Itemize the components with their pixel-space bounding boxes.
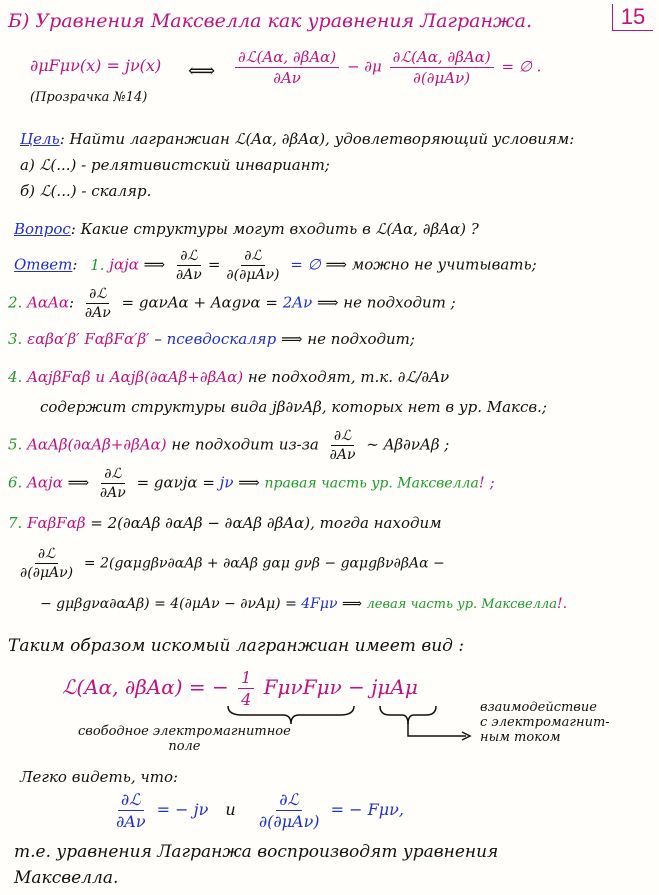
item-1-fraction-1-den: ∂Aν [175,267,202,283]
item-5-number: 5. [8,435,23,454]
item-3-number: 3. [8,330,23,348]
lagrangian-minus: − [348,675,365,699]
interaction-caption-line-1: взаимодействие [480,700,597,715]
item-3-pseudoscalar: псевдоскаляр [166,330,277,348]
item-2-conclusion: ⟹ не подходит ; [317,293,456,312]
item-2-result: 2Aν [282,293,313,312]
item-4-conclusion: не подходят, т.к. ∂ℒ/∂Aν [247,368,450,386]
item-7-fraction [17,546,76,581]
item-3-term: εαβα′β′ FαβFα′β′ [27,330,150,348]
item-6-arrow: ⟹ [67,473,90,492]
item-1-fraction-2 [223,248,282,283]
easy-to-see-equations [110,790,404,831]
el-fraction-2-numerator: ∂ℒ(Aα, ∂βAα) [390,48,494,68]
quarter-num: 1 [238,668,254,689]
final-line-1: т.е. уравнения Лагранжа воспроизводят уравнения [14,842,499,862]
item-1-fraction-2-num: ∂ℒ [241,248,264,266]
page-number: 15 [612,4,653,31]
item-2 [8,286,456,321]
item-1-number: 1. [90,255,105,274]
item-6-conclusion: правая часть ур. Максвелла [264,475,479,492]
section-title-text: Уравнения Максвелла как уравнения Лагранжа. [35,10,532,32]
item-6-result: jν [219,473,234,492]
easy-fraction-2-num: ∂ℒ [276,790,302,811]
item-6 [8,466,495,501]
item-7-line-3 [40,596,567,612]
easy-fraction-2 [256,790,323,831]
interaction-caption-line-2: с электромагнит- [480,715,610,730]
el-fraction-2-denominator: ∂(∂μAν) [413,69,471,87]
item-1-zero: = ∅ [290,255,321,274]
euler-lagrange-equation [232,48,541,87]
item-5-text: не подходит из-за [171,435,319,454]
el-fraction-2 [390,48,494,87]
item-3-conclusion: ⟹ не подходит; [281,330,415,348]
item-7-derivative [14,546,445,581]
item-6-fraction [97,466,129,501]
conclusion-text: Таким образом искомый лагранжиан имеет вид : [8,636,465,656]
final-line-2: Максвелла. [14,868,119,888]
easy-to-see-text: Легко видеть, что: [20,768,179,786]
lagrangian-formula [62,668,418,709]
item-6-number: 6. [8,473,23,492]
item-7-fraction-den: ∂(∂μAν) [20,565,74,581]
item-7-result: 4Fμν [301,596,338,612]
item-1-fraction-2-den: ∂(∂μAν) [226,267,280,283]
item-7-line-2: = 2(gαμgβν∂αAβ + ∂αAβ gαμ gνβ − gαμgβν∂βAα − [83,555,445,572]
item-2-term: AαAα [27,293,70,312]
easy-fraction-2-den: ∂(∂μAν) [258,812,320,831]
lagrangian-quarter [238,668,254,709]
item-4 [8,368,449,386]
easy-fraction-1-den: ∂Aν [116,812,146,831]
item-7-term: FαβFαβ [27,514,86,532]
item-7-number: 7. [8,514,23,532]
item-6-fraction-num: ∂ℒ [101,466,124,484]
question-label: Вопрос [14,220,71,238]
lagrangian-lhs: ℒ(Aα, ∂βAα) = − [62,675,229,699]
interaction-caption-line-3: ным током [480,730,561,745]
item-3 [8,330,415,348]
goal-condition-a: а) ℒ(...) - релятивистский инвариант; [20,156,330,174]
easy-fraction-1 [113,790,149,831]
easy-result-1: = − jν [156,800,209,819]
item-4-term: AαjβFαβ и Aαjβ(∂αAβ+∂βAα) [27,368,244,386]
el-fraction-1 [235,48,339,87]
item-7-conclusion: левая часть ур. Максвелла [366,597,557,612]
item-7-arrow: ⟹ [341,596,363,612]
item-7-fraction-num: ∂ℒ [35,546,58,564]
item-1-arrow: ⟹ [143,255,166,274]
goal-label: Цель [20,130,60,148]
item-2-equation: = gανAα + Aαgνα = [121,293,278,312]
free-field-brace [226,704,356,726]
item-5-fraction-den: ∂Aν [329,447,356,463]
interaction-caption [480,700,610,745]
slide-reference: (Прозрачка №14) [30,90,148,105]
item-2-number: 2. [8,293,23,312]
item-6-arrow-2: ⟹ [238,473,260,492]
answer-line [14,248,537,283]
easy-fraction-1-num: ∂ℒ [118,790,144,811]
item-4-line-2: содержит структуры вида jβ∂νAβ, которых нет в ур. Максв.; [40,398,547,416]
item-2-colon: : [69,293,75,312]
item-1-term: jαjα [109,255,139,274]
item-1-conclusion: ⟹ можно не учитывать; [325,255,537,274]
item-5-fraction-num: ∂ℒ [331,428,354,446]
item-6-term: Aαjα [27,473,63,492]
item-7 [8,514,442,532]
goal-condition-b: б) ℒ(...) - скаляр. [20,182,152,200]
item-1-equals: = [207,255,221,274]
free-field-caption-line-1: свободное электромагнитное [78,724,291,739]
equivalence-symbol: ⟺ [188,60,216,82]
el-minus-dmu: − ∂μ [346,57,382,76]
answer-colon: : [72,255,78,274]
easy-and: и [225,800,236,819]
item-6-fraction-den: ∂Aν [99,485,126,501]
lagrangian-interaction-term: jμAμ [371,675,418,699]
easy-result-2: = − Fμν, [330,800,404,819]
section-label: Б) [8,10,30,32]
item-7-line-3-text: − gμβgνα∂αAβ) = 4(∂μAν − ∂νAμ) = [40,596,297,612]
lagrangian-field-term: FμνFμν [263,675,342,699]
item-5-tail: ∼ Aβ∂νAβ ; [366,435,450,454]
el-rhs: = ∅ . [501,57,542,76]
item-1-fraction-1-num: ∂ℒ [177,248,200,266]
item-3-dash: – [154,330,162,348]
item-6-end: ! ; [478,473,495,492]
item-5 [8,428,449,463]
item-5-term: AαAβ(∂αAβ+∂βAα) [27,435,167,454]
item-5-fraction [327,428,359,463]
maxwell-equation: ∂μFμν(x) = jν(x) [30,56,162,75]
question-text: : Какие структуры могут входить в ℒ(Aα, ∂βAα) ? [70,220,479,238]
item-2-fraction-den: ∂Aν [84,305,111,321]
free-field-caption [78,724,291,754]
item-7-end: !. [556,596,568,612]
question-line [14,220,479,238]
interaction-arrow [406,722,476,744]
section-title [8,10,532,32]
item-6-equation: = gανjα = [136,473,215,492]
el-fraction-1-denominator: ∂Aν [273,69,301,87]
answer-label: Ответ [14,255,73,274]
item-2-fraction [82,286,114,321]
goal-text: : Найти лагранжиан ℒ(Aα, ∂βAα), удовлетворяющий условиям: [59,130,575,148]
quarter-den: 4 [241,690,252,709]
item-4-number: 4. [8,368,23,386]
item-2-fraction-num: ∂ℒ [86,286,109,304]
item-7-equation: = 2(∂αAβ ∂αAβ − ∂αAβ ∂βAα), тогда находим [90,514,442,532]
el-fraction-1-numerator: ∂ℒ(Aα, ∂βAα) [235,48,339,68]
free-field-caption-line-2: поле [168,739,201,754]
goal-line [20,130,574,148]
item-1-fraction-1 [173,248,205,283]
